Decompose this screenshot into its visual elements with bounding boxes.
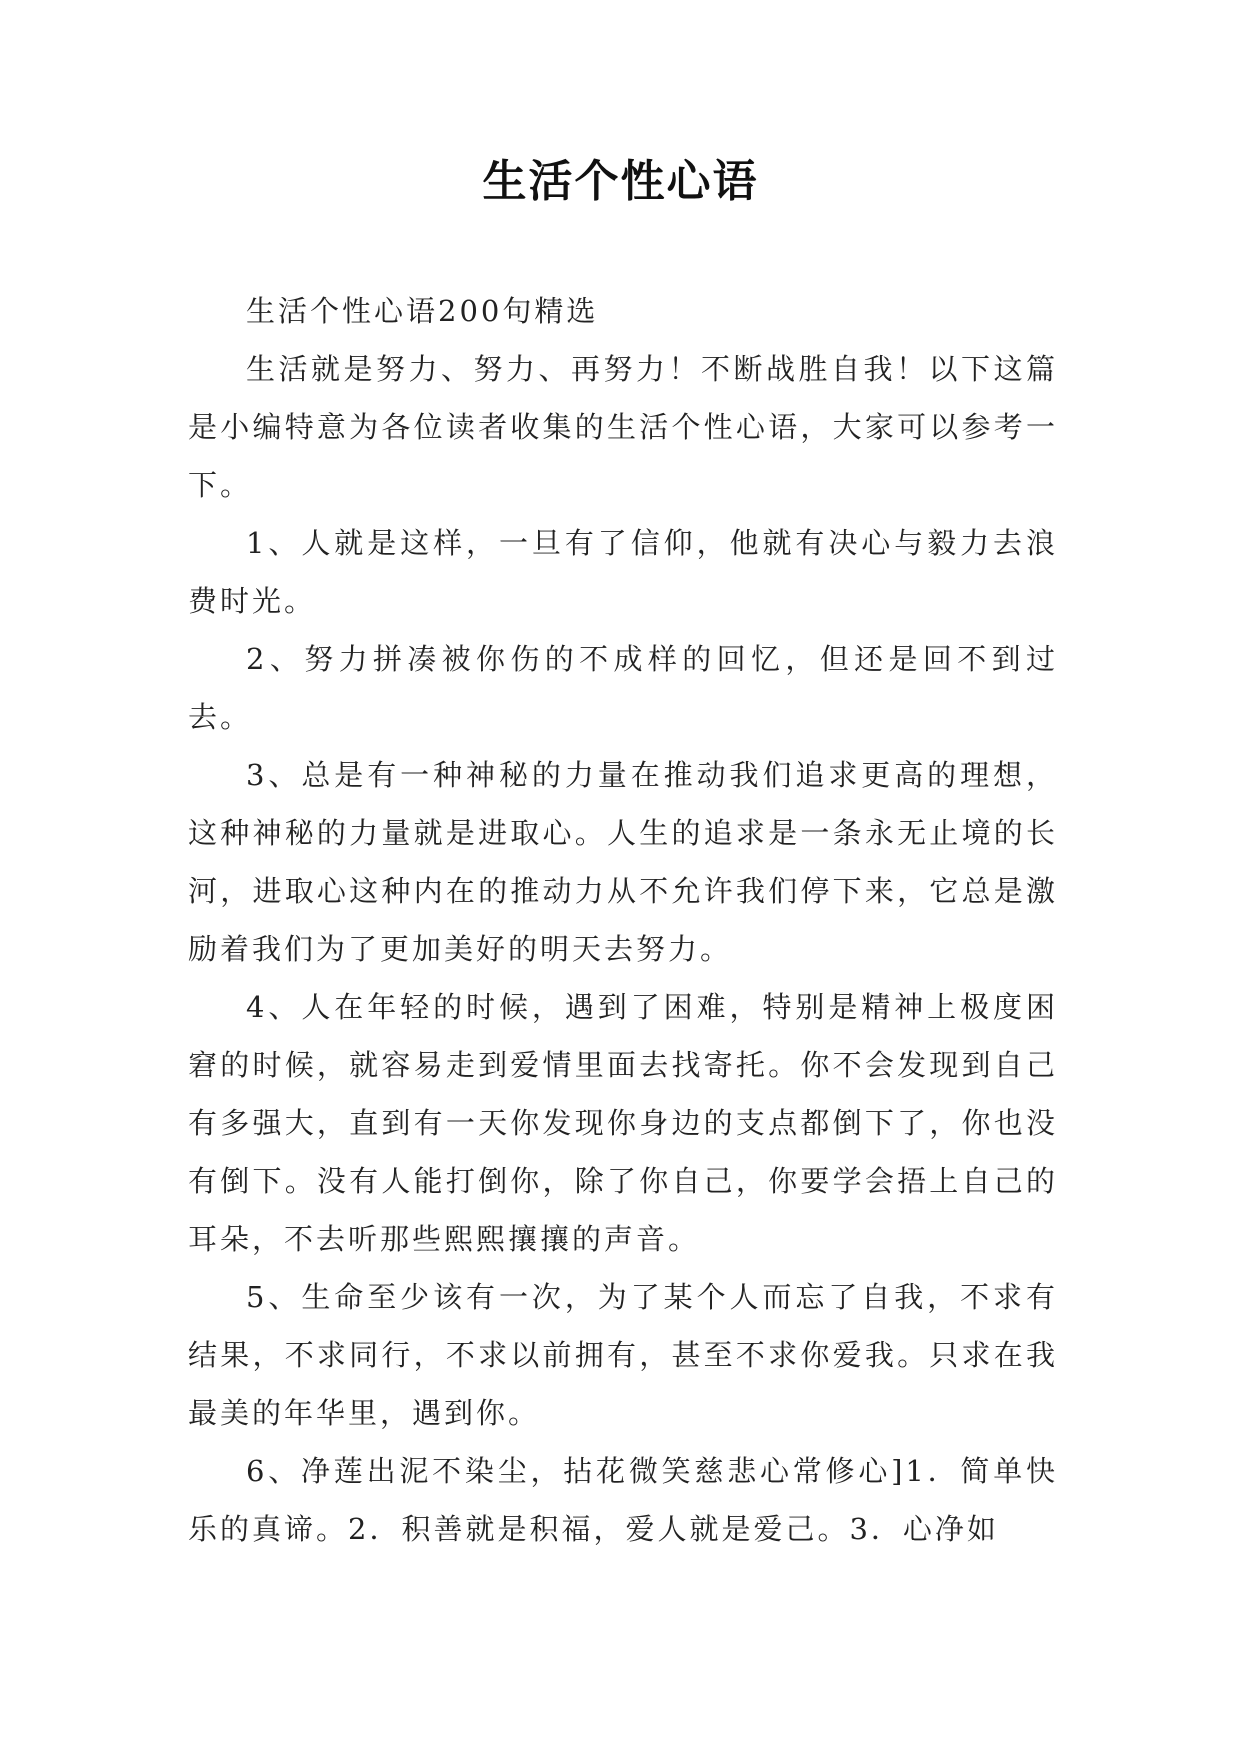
paragraph-subtitle: 生活个性心语200句精选 <box>246 294 599 328</box>
paragraph-item-5: 5、生命至少该有一次，为了某个人而忘了自我，不求有结果，不求同行，不求以前拥有，甚至不求你爱我。只求在我最美的年华里，遇到你。 <box>188 1280 1058 1430</box>
paragraph-item-6: 6、净莲出泥不染尘，拈花微笑慈悲心常修心]1．简单快乐的真谛。2．积善就是积福，爱人就是爱己。3．心净如 <box>188 1454 1058 1546</box>
paragraph-item-2: 2、努力拼凑被你伤的不成样的回忆，但还是回不到过去。 <box>188 642 1058 734</box>
paragraph-item-4: 4、人在年轻的时候，遇到了困难，特别是精神上极度困窘的时候，就容易走到爱情里面去找寄托。你不会发现到自己有多强大，直到有一天你发现你身边的支点都倒下了，你也没有倒下。没有人能打倒你，除了你自己，你要学会捂上自己的耳朵，不去听那些熙熙攘攘的声音。 <box>188 990 1058 1256</box>
document-body <box>188 282 1058 1558</box>
page-title: 生活个性心语 <box>482 156 759 207</box>
paragraph-item-3: 3、总是有一种神秘的力量在推动我们追求更高的理想，这种神秘的力量就是进取心。人生的追求是一条永无止境的长河，进取心这种内在的推动力从不允许我们停下来，它总是激励着我们为了更加美好的明天去努力。 <box>188 758 1058 966</box>
paragraph-item-1: 1、人就是这样，一旦有了信仰，他就有决心与毅力去浪费时光。 <box>188 526 1058 618</box>
paragraph-intro: 生活就是努力、努力、再努力！不断战胜自我！以下这篇是小编特意为各位读者收集的生活个性心语，大家可以参考一下。 <box>188 352 1058 502</box>
